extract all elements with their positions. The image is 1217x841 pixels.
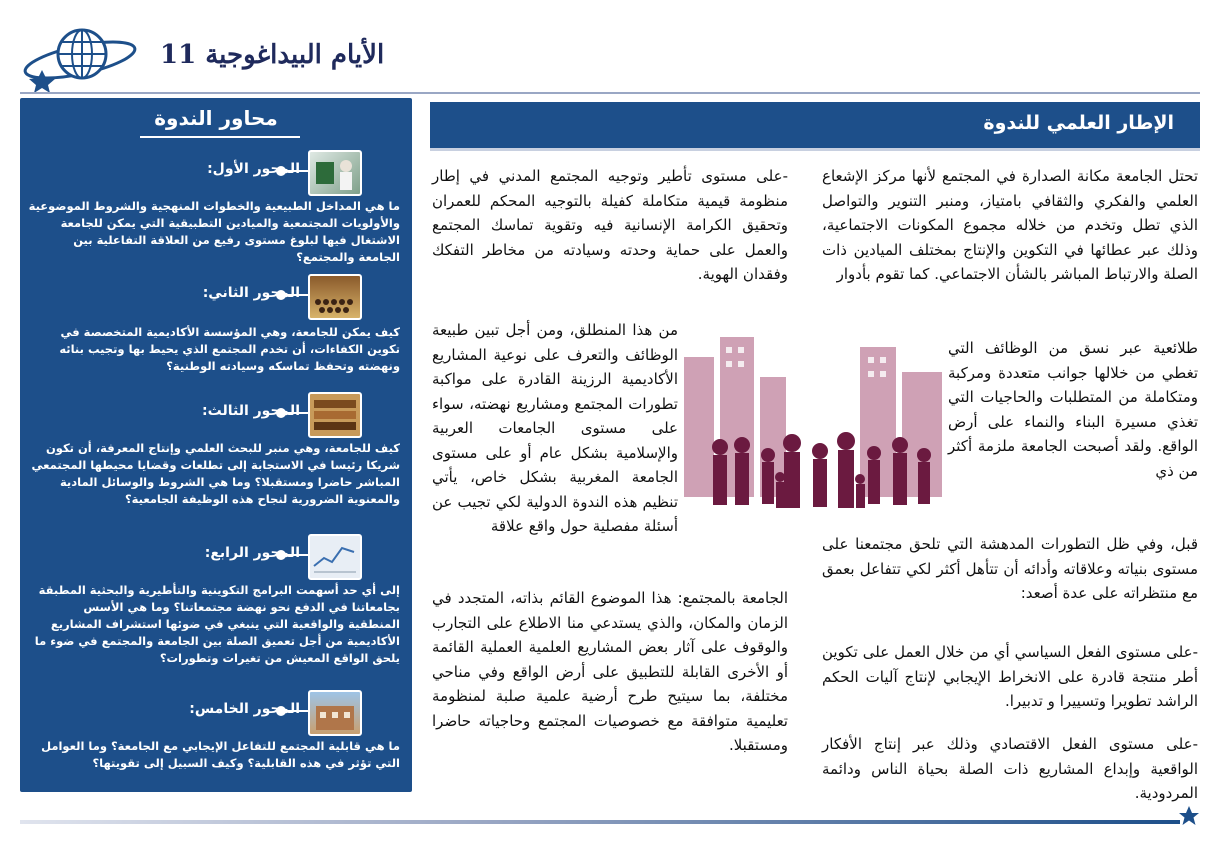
left-column-p2-wrap: من هذا المنطلق، ومن أجل تبين طبيعة الوظائف والتعرف على نوعية المشاريع الأكاديمية الرزينة القادرة على مواكبة تطورات المجتمع ومشاريع نهضته، سواء على مستوى الجامعات العربية والإسلامية بشكل عام أو على مستوى الجامعة المغربية بشكل خاص، يأتي تنظيم هذه الندوة الدولية لكي تجيب عن أسئلة مفصلية حول واقع علاقة: [432, 321, 678, 535]
page-title: الأيام البيداغوجية 11: [160, 40, 385, 70]
axis-5-label: المحور الخامس:: [189, 701, 300, 717]
axis-1-thumbnail: [308, 150, 362, 196]
axis-3-thumbnail: [308, 392, 362, 438]
axis-4-thumbnail: [308, 534, 362, 580]
right-column-bottom: قبل، وفي ظل التطورات المدهشة التي تلحق مجتمعنا على مستوى بنياته وعلاقاته وأدائه أن تتأهل أكثر لكي تتفاعل بعمق مع منتظراته على عدة أصعد:: [822, 535, 1198, 602]
left-column-p1: -على مستوى تأطير وتوجيه المجتمع المدني في إطار منظومة قيمية متكاملة كفيلة بالتوجيه المحكم للعمران وتحقيق الكرامة الإنسانية فيه وتقوية تماسك المجتمع والعمل على حماية وحدته وسيادته من مخاطر التفكك وفقدان الهوية.: [432, 167, 788, 283]
axis-2-label: المحور الثاني:: [202, 285, 300, 301]
globe-logo-icon: [20, 18, 140, 93]
axis-1-text: ما هي المداخل الطبيعية والخطوات المنهجية والشروط الموضوعية والأولويات المجتمعية والميادين التطبيقية التي يمكن للجامعة الاشتغال فيها لبلوغ مستوى رفيع من العلاقة التفاعلية بين الجامعة والمجتمع؟: [28, 199, 400, 264]
section-header: [430, 102, 1200, 151]
footer-divider: [20, 820, 1180, 824]
right-column-top: تحتل الجامعة مكانة الصدارة في المجتمع لأنها مركز الإشعاع العلمي والفكري والثقافي بامتياز، ومنبر التنوير والتواصل الذي تطل وتخدم من خلاله مجموع المكونات الاجتماعية، وذلك عبر عطائها في التكوين والإنتاج بمختلف الميادين ذات الصلة والارتباط المباشر بالشأن الاجتماعي. كما تقوم بأدوار: [822, 167, 1198, 283]
axis-2-text: كيف يمكن للجامعة، وهي المؤسسة الأكاديمية المتخصصة في تكوين الكفاءات، أن تخدم المجتمع الذي يحيط بها وتجيب بنائه ونهضته وتحفظ تماسكه وسيادته الوطنية؟: [59, 325, 400, 373]
community-illustration: [680, 327, 948, 532]
section-title: الإطار العلمي للندوة: [983, 112, 1174, 134]
sidebar-title-underline: [140, 136, 300, 138]
sidebar-title: محاور الندوة: [154, 106, 278, 130]
axis-5-thumbnail: [308, 690, 362, 736]
axis-5-text: ما هي قابلية المجتمع للتفاعل الإيجابي مع الجامعة؟ وما العوامل التي تؤثر في هذه القابلية؟ وكيف السبيل إلى تقويتها؟: [41, 739, 400, 770]
right-column-wrap: طلائعية عبر نسق من الوظائف التي تغطي من خلالها جوانب متعددة ومركبة ومتكاملة من المتطلبات والحاجيات التي تغذي مسيرة البناء والنماء على أرض الواقع. ولقد أصبحت الجامعة ملزمة أكثر من ذي: [948, 339, 1198, 480]
axis-1-label: المحور الأول:: [207, 161, 300, 177]
left-column-p2-rest: الجامعة بالمجتمع: هذا الموضوع القائم بذاته، المتجدد في الزمان والمكان، والذي يستدعي منا الاطلاع على التجارب والوقوف على آثار بعض المشاريع العلمية العملية القائمة أو الأخرى القابلة للتطبيق على أرض الواقع وفي مناحي مختلفة، بما سيتيح طرح أرضية علمية صلبة لمنظومة تعليمية متوافقة مع خصوصيات المجتمع وحاجياته حاضرا ومستقبلا.: [432, 589, 788, 754]
header-divider: [20, 92, 1200, 94]
right-column-p2: -على مستوى الفعل السياسي أي من خلال العمل على تكوين أطر منتجة قادرة على الانخراط الإيجابي لإنتاج آليات الحكم الراشد تطويرا وتسييرا و تدبيرا.: [822, 643, 1198, 710]
axis-3-text: كيف للجامعة، وهي منبر للبحث العلمي وإنتاج المعرفة، أن تكون شريكا رئيسا في الاستجابة إلى تطلعات وقضايا محيطها المجتمعي المباشر حاضرا ومستقبلا؟ وما هي الشروط والوسائل المادية والمعنوية الضرورية لنجاح هذه الوظيفة الجامعية؟: [31, 441, 400, 506]
sidebar-axes-panel: [20, 98, 412, 792]
axis-2-thumbnail: [308, 274, 362, 320]
axis-4-label: المحور الرابع:: [204, 545, 300, 561]
axis-4-text: إلى أي حد أسهمت البرامج التكوينية والتأطيرية والبحثية المطبقة بجامعاتنا في الدفع نحو نهضة مجتمعاتنا؟ وما هي الأسس المنطقية والواقعية التي ينبغي في ضوئها استشراف المشاريع الأكاديمية من أجل تعميق الصلة بين الجامعة والمجتمع في ضوء ما يلحق الواقع المعيش من تغيرات وتطورات؟: [34, 583, 400, 665]
axis-3-label: المحور الثالث:: [202, 403, 300, 419]
star-icon: [1178, 805, 1200, 831]
right-column-p3: -على مستوى الفعل الاقتصادي وذلك عبر إنتاج الأفكار الواقعية وإبداع المشاريع ذات الصلة بحياة الناس ودائمة المردودية.: [822, 735, 1198, 802]
